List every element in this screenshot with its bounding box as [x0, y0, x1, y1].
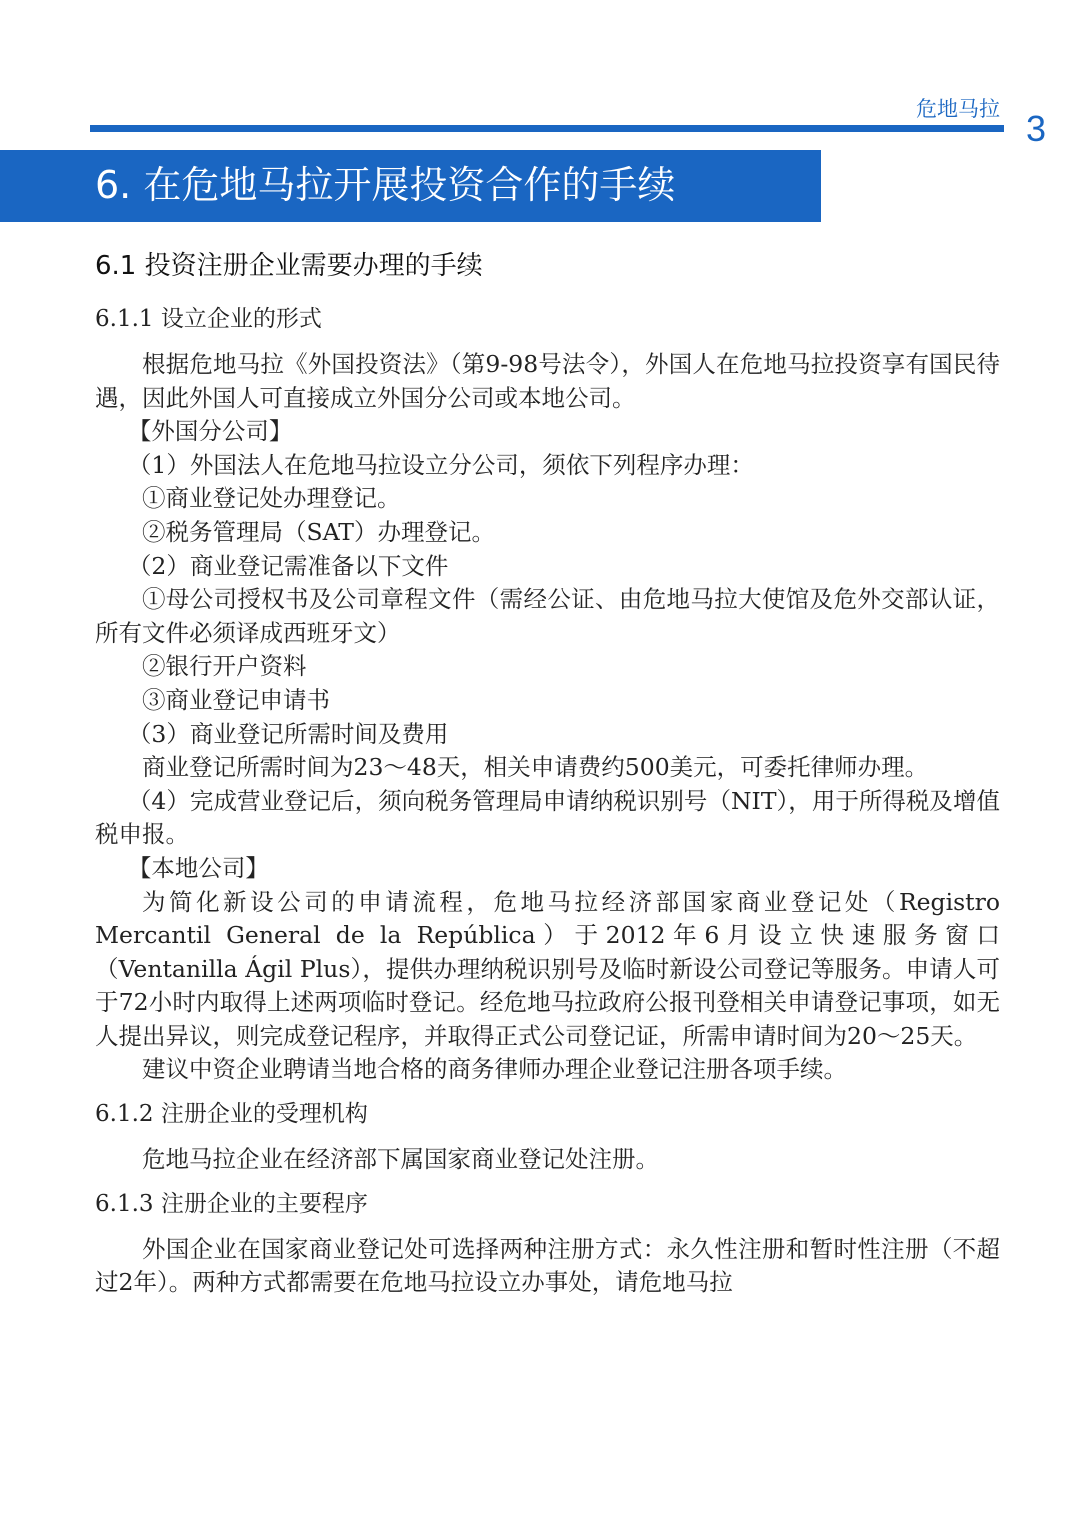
list-item: ①母公司授权书及公司章程文件（需经公证、由危地马拉大使馆及危外交部认证，所有文件必须译成西班牙文）	[95, 585, 1000, 647]
subsection-heading-6-1-1: 6.1.1 设立企业的形式	[95, 306, 322, 332]
header-rule	[90, 125, 1004, 132]
list-item: ②税务管理局（SAT）办理登记。	[142, 517, 495, 546]
list-item: ①商业登记处办理登记。	[142, 484, 401, 513]
subsection-heading-6-1-3: 6.1.3 注册企业的主要程序	[95, 1190, 368, 1217]
label-foreign-branch: 【外国分公司】	[127, 417, 293, 446]
list-item: ②银行开户资料	[142, 652, 307, 681]
chapter-title-band	[0, 150, 821, 222]
paragraph: 为简化新设公司的申请流程，危地马拉经济部国家商业登记处（Registro Mercantil General de la República）于2012年6月设立快速服务窗口（Ventanilla Ágil Plus），提供办理纳税识别号及临时新设公司登记等服务。申请人可于72小时内取得上述两项临时登记。经危地马拉政府公报刊登相关申请登记事项，如无人提出异议，则完成登记程序，并取得正式公司登记证，所需申请时间为20～25天。	[95, 887, 1000, 1050]
list-item: （1）外国法人在危地马拉设立分公司，须依下列程序办理：	[127, 450, 754, 479]
paragraph: 外国企业在国家商业登记处可选择两种注册方式：永久性注册和暂时性注册（不超过2年）。两种方式都需要在危地马拉设立办事处，请危地马拉	[95, 1234, 1000, 1297]
paragraph: 建议中资企业聘请当地合格的商务律师办理企业登记注册各项手续。	[142, 1055, 847, 1084]
list-item: （4）完成营业登记后，须向税务管理局申请纳税识别号（NIT），用于所得税及增值税申报。	[95, 786, 1000, 849]
subsection-heading-6-1-2: 6.1.2 注册企业的受理机构	[95, 1101, 368, 1128]
list-item: ③商业登记申请书	[142, 685, 330, 714]
page-content	[95, 244, 1000, 1300]
paragraph: 危地马拉企业在经济部下属国家商业登记处注册。	[142, 1145, 659, 1174]
list-item: （2）商业登记需准备以下文件	[127, 551, 449, 580]
paragraph: 根据危地马拉《外国投资法》（第9-98号法令），外国人在危地马拉投资享有国民待遇，因此外国人可直接成立外国分公司或本地公司。	[95, 350, 1000, 412]
section-heading-6-1: 6.1 投资注册企业需要办理的手续	[95, 251, 483, 281]
label-local-company: 【本地公司】	[127, 853, 269, 882]
running-header-country: 危地马拉	[916, 97, 1000, 121]
page-number: 3	[1025, 108, 1046, 149]
paragraph: 商业登记所需时间为23～48天，相关申请费约500美元，可委托律师办理。	[142, 753, 929, 782]
list-item: （3）商业登记所需时间及费用	[127, 719, 449, 748]
chapter-title: 6. 在危地马拉开展投资合作的手续	[95, 163, 676, 207]
